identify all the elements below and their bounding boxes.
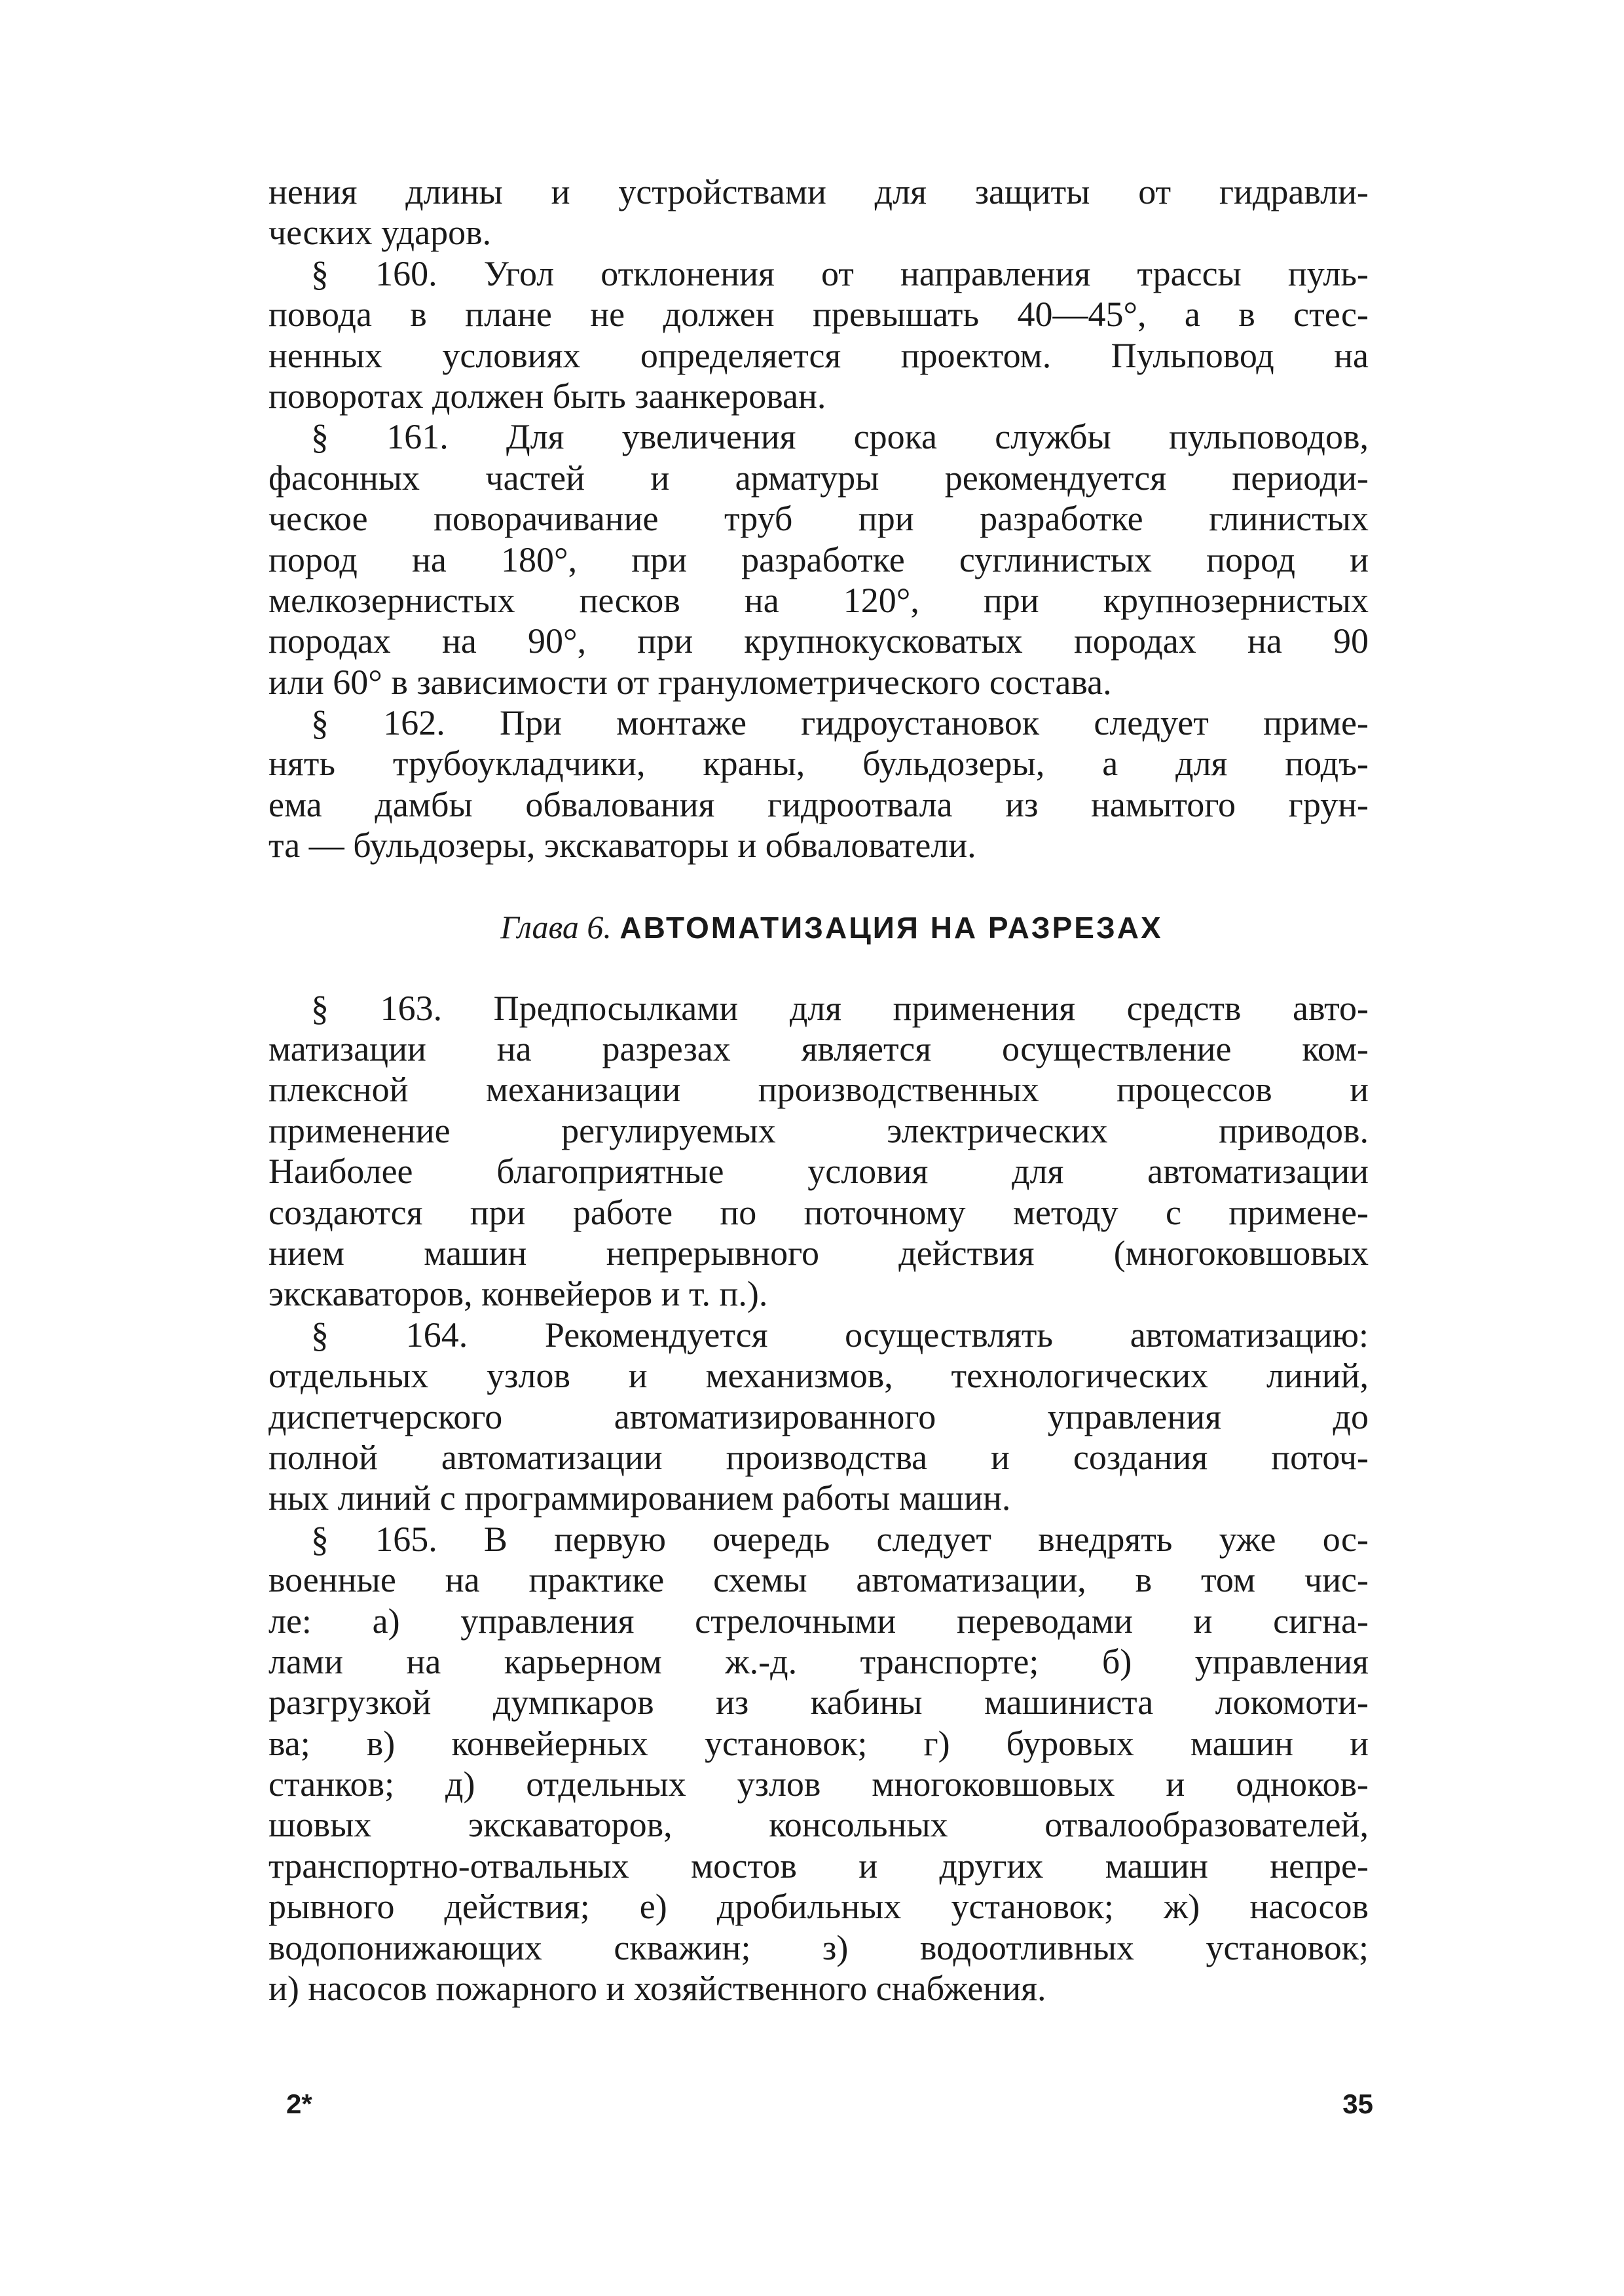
text-line: станков; д) отдельных узлов многоковшовых и одноков- — [268, 1764, 1369, 1804]
chapter-title: АВТОМАТИЗАЦИЯ НА РАЗРЕЗАХ — [619, 910, 1163, 945]
text-line: пород на 180°, при разработке суглинистых пород и — [268, 539, 1369, 579]
text-line: повода в плане не должен превышать 40—45°, а в стес- — [268, 295, 1369, 335]
text-line: матизации на разрезах является осуществление ком- — [268, 1029, 1369, 1069]
text-line: рывного действия; е) дробильных установок; ж) насосов — [268, 1887, 1369, 1927]
text-line: § 163. Предпосылками для применения средств авто- — [311, 988, 1369, 1028]
text-block-top — [268, 172, 1369, 866]
paragraph — [268, 253, 1369, 417]
text-line: транспортно-отвальных мостов и других машин непре- — [268, 1846, 1369, 1886]
text-line: ных линий с программированием работы машин. — [268, 1478, 1011, 1518]
page-body — [268, 172, 1369, 2009]
text-line: полной автоматизации производства и создания поточ- — [268, 1437, 1369, 1477]
text-line: нием машин непрерывного действия (многоковшовых — [268, 1233, 1369, 1273]
text-line: экскаваторов, конвейеров и т. п.). — [268, 1274, 768, 1314]
chapter-heading — [268, 907, 1369, 947]
text-line: породах на 90°, при крупнокусковатых породах на 90 — [268, 621, 1369, 661]
text-line: диспетчерского автоматизированного управления до — [268, 1396, 1369, 1436]
text-line: разгрузкой думпкаров из кабины машиниста локомоти- — [268, 1683, 1369, 1722]
text-line: или 60° в зависимости от гранулометрического состава. — [268, 662, 1112, 702]
signature-mark: 2* — [286, 2088, 312, 2119]
paragraph — [268, 1519, 1369, 2009]
text-line: поворотах должен быть заанкерован. — [268, 376, 826, 416]
paragraph — [268, 172, 1369, 253]
text-line: нения длины и устройствами для защиты от гидравли- — [268, 172, 1369, 211]
text-line: ческое поворачивание труб при разработке глинистых — [268, 499, 1369, 539]
paragraph — [268, 988, 1369, 1315]
text-line: ческих ударов. — [268, 213, 492, 253]
page-footer — [286, 2088, 1373, 2128]
page-number: 35 — [1342, 2088, 1373, 2119]
paragraph — [268, 702, 1369, 866]
text-block-bottom — [268, 988, 1369, 2009]
text-line: та — бульдозеры, экскаваторы и обвалователи. — [268, 826, 976, 866]
text-line: плексной механизации производственных процессов и — [268, 1070, 1369, 1110]
text-line: фасонных частей и арматуры рекомендуется периоди- — [268, 458, 1369, 498]
text-line: § 164. Рекомендуется осуществлять автоматизацию: — [311, 1315, 1369, 1355]
text-line: ема дамбы обвалования гидроотвала из намытого грун- — [268, 784, 1369, 824]
text-line: создаются при работе по поточному методу с примене- — [268, 1192, 1369, 1232]
text-line: ненных условиях определяется проектом. Пульповод на — [268, 335, 1369, 375]
text-line: § 165. В первую очередь следует внедрять уже ос- — [311, 1519, 1369, 1559]
text-line: § 162. При монтаже гидроустановок следует приме- — [311, 703, 1369, 743]
paragraph — [268, 1315, 1369, 1519]
text-line: мелкозернистых песков на 120°, при крупнозернистых — [268, 580, 1369, 620]
paragraph — [268, 416, 1369, 702]
text-line: Наиболее благоприятные условия для автоматизации — [268, 1152, 1369, 1192]
text-line: и) насосов пожарного и хозяйственного снабжения. — [268, 1969, 1046, 2009]
text-line: лами на карьерном ж.-д. транспорте; б) управления — [268, 1641, 1369, 1681]
text-line: ва; в) конвейерных установок; г) буровых машин и — [268, 1723, 1369, 1763]
chapter-label: Глава 6. — [500, 908, 612, 945]
text-line: ле: а) управления стрелочными переводами и сигна- — [268, 1601, 1369, 1641]
text-line: § 160. Угол отклонения от направления трассы пуль- — [311, 253, 1369, 293]
text-line: шовых экскаваторов, консольных отвалообразователей, — [268, 1805, 1369, 1845]
text-line: § 161. Для увеличения срока службы пульповодов, — [311, 417, 1369, 457]
text-line: военные на практике схемы автоматизации, в том чис- — [268, 1560, 1369, 1600]
text-line: применение регулируемых электрических приводов. — [268, 1110, 1369, 1150]
text-line: водопонижающих скважин; з) водоотливных установок; — [268, 1927, 1369, 1967]
text-line: нять трубоукладчики, краны, бульдозеры, а для подъ- — [268, 744, 1369, 784]
text-line: отдельных узлов и механизмов, технологических линий, — [268, 1356, 1369, 1396]
